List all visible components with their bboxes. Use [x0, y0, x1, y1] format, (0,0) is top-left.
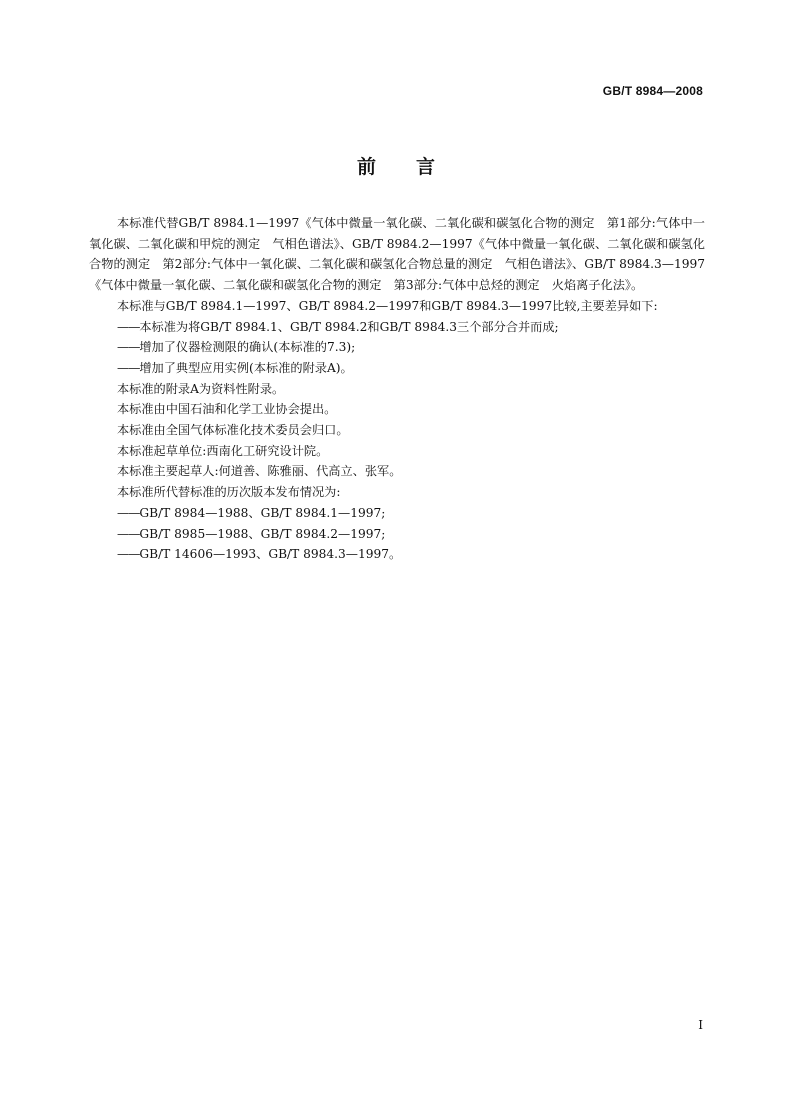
- standard-number: GB/T 8984—2008: [602, 84, 703, 98]
- paragraph-differences: 本标准与GB/T 8984.1—1997、GB/T 8984.2—1997和GB/T 8984.3—1997比较,主要差异如下:: [117, 298, 658, 313]
- list-item: [89, 358, 705, 379]
- list-item-text: GB/T 8984—1988、GB/T 8984.1—1997;: [139, 505, 386, 520]
- list-item: [89, 337, 705, 358]
- paragraph-history: 本标准所代替标准的历次版本发布情况为:: [117, 485, 341, 500]
- list-item: [89, 524, 705, 545]
- dash-mark: ——: [117, 360, 140, 375]
- paragraph-proposed-by: 本标准由中国石油和化学工业协会提出。: [117, 402, 337, 417]
- list-item-text: GB/T 14606—1993、GB/T 8984.3—1997。: [139, 547, 402, 562]
- list-item-text: 增加了仪器检测限的确认(本标准的7.3);: [139, 340, 356, 355]
- dash-mark: ——: [117, 319, 140, 334]
- list-item-text: GB/T 8985—1988、GB/T 8984.2—1997;: [139, 526, 386, 541]
- paragraph-appendix: 本标准的附录A为资料性附录。: [117, 381, 285, 396]
- list-item: [89, 317, 705, 338]
- list-item-text: 增加了典型应用实例(本标准的附录A)。: [139, 360, 353, 375]
- dash-mark: ——: [117, 505, 140, 520]
- page-number: I: [698, 1018, 703, 1032]
- title-char-1: 前: [356, 156, 376, 178]
- paragraph-replacement: 本标准代替GB/T 8984.1—1997《气体中微量一氧化碳、二氧化碳和碳氢化合物的测定 第1部分:气体中一氧化碳、二氧化碳和甲烷的测定 气相色谱法》、GB/T 8984.2—1997《气体中微量一氧化碳、二氧化碳和碳氢化合物的测定 第2部分:气体中一氧化碳、二氧化碳和碳氢化合物总量的测定 气相色谱法》、GB/T 8984.3—1997《气体中微量一氧化碳、二氧化碳和碳氢化合物的测定 第3部分:气体中总烃的测定 火焰离子化法》。: [89, 216, 705, 293]
- document-body: [89, 213, 705, 565]
- list-item: [89, 503, 705, 524]
- page-title: [0, 152, 792, 179]
- dash-mark: ——: [117, 526, 140, 541]
- dash-mark: ——: [117, 340, 140, 355]
- paragraph-drafting-unit: 本标准起草单位:西南化工研究设计院。: [117, 443, 329, 458]
- paragraph-centralized-by: 本标准由全国气体标准化技术委员会归口。: [117, 423, 349, 438]
- list-item-text: 本标准为将GB/T 8984.1、GB/T 8984.2和GB/T 8984.3三个部分合并而成;: [139, 319, 559, 334]
- dash-mark: ——: [117, 547, 140, 562]
- paragraph-drafters: 本标准主要起草人:何道善、陈雅丽、代高立、张军。: [117, 464, 402, 479]
- list-item: [89, 544, 705, 565]
- title-char-2: 言: [416, 156, 436, 178]
